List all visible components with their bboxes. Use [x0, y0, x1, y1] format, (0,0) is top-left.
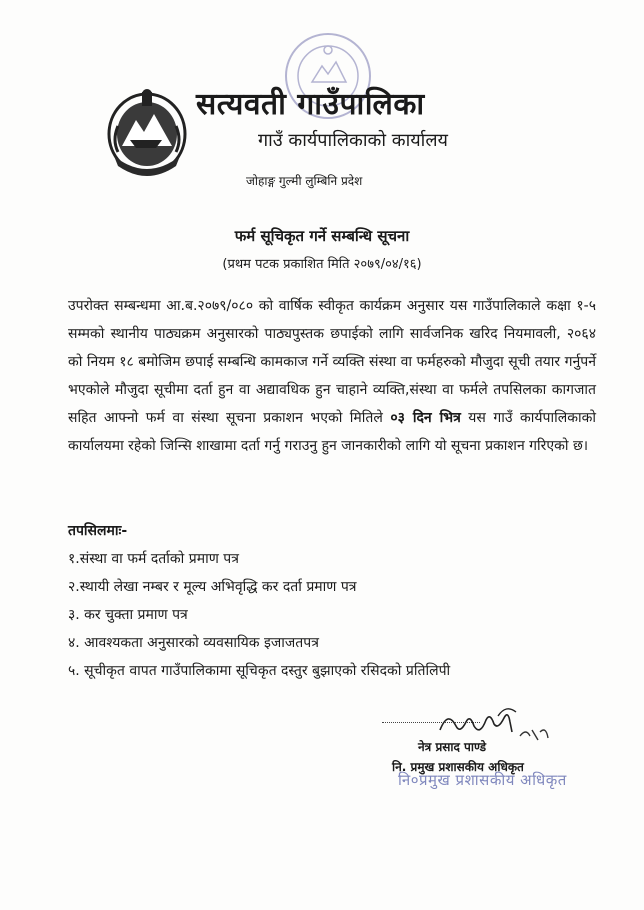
list-item: ३. कर चुक्ता प्रमाण पत्र [68, 607, 188, 623]
publication-date: (प्रथम पटक प्रकाशित मिति २०७९/०४/१६) [222, 257, 422, 272]
designation-stamp: नि०प्रमुख प्रशासकीय अधिकृत [398, 771, 567, 789]
notice-heading: फर्म सूचिकृत गर्ने सम्बन्धि सूचना [234, 227, 410, 245]
office-subtitle: गाउँ कार्यपालिकाको कार्यालय [258, 130, 448, 151]
signatory-title: नि. प्रमुख प्रशासकीय अधिकृत [392, 760, 524, 774]
notice-body [68, 292, 596, 460]
office-address: जोहाङ्ग गुल्मी लुम्बिनि प्रदेश [246, 174, 363, 188]
list-item: १.संस्था वा फर्म दर्ताको प्रमाण पत्र [68, 551, 239, 567]
municipality-title: सत्यवती गाउँपालिका [196, 87, 425, 122]
notice-body-part1: उपरोक्त सम्बन्धमा आ.ब.२०७९/०८० को वार्षिक स्वीकृत कार्यक्रम अनुसार यस गाउँपालिकाले कक्षा १-५ सम्मको स्थानीय पाठ्यक्रम अनुसारको पाठ्यपुस्तक छपाईको लागि सार्वजनिक खरिद नियमावली, २०६४ को नियम १८ बमोजिम छपाई सम्बन्धि कामकाज गर्ने व्यक्ति संस्था वा फर्महरुको मौजुदा सूची तयार गर्नुपर्ने भएकोले मौजुदा सूचीमा दर्ता हुन वा अद्यावधिक हुन चाहाने व्यक्ति,संस्था वा फर्मले तपसिलका कागजात सहित आफ्नो फर्म वा संस्था सूचना प्रकाशन भएको मितिले [68, 298, 596, 426]
list-item: ४. आवश्यकता अनुसारको व्यवसायिक इजाजतपत्र [68, 635, 319, 651]
list-title: तपसिलमाः- [68, 523, 128, 539]
notice-body-part2: यस गाउँ कार्यपालिकाको कार्यालयमा रहेको जिन्सि शाखामा दर्ता गर्नु गराउनु हुन जानकारीको लागि यो सूचना प्रकाशन गरिएको छ। [68, 410, 596, 454]
signatory-name: नेत्र प्रसाद पाण्डे [418, 740, 487, 754]
list-item: ५. सूचीकृत वापत गाउँपालिकामा सूचिकृत दस्तुर बुझाएको रसिदको प्रतिलिपी [68, 663, 451, 679]
nepal-emblem-icon [104, 86, 190, 178]
deadline-text: ०३ दिन भित्र [390, 410, 461, 426]
list-item: २.स्थायी लेखा नम्बर र मूल्य अभिवृद्धि कर दर्ता प्रमाण पत्र [68, 579, 357, 595]
